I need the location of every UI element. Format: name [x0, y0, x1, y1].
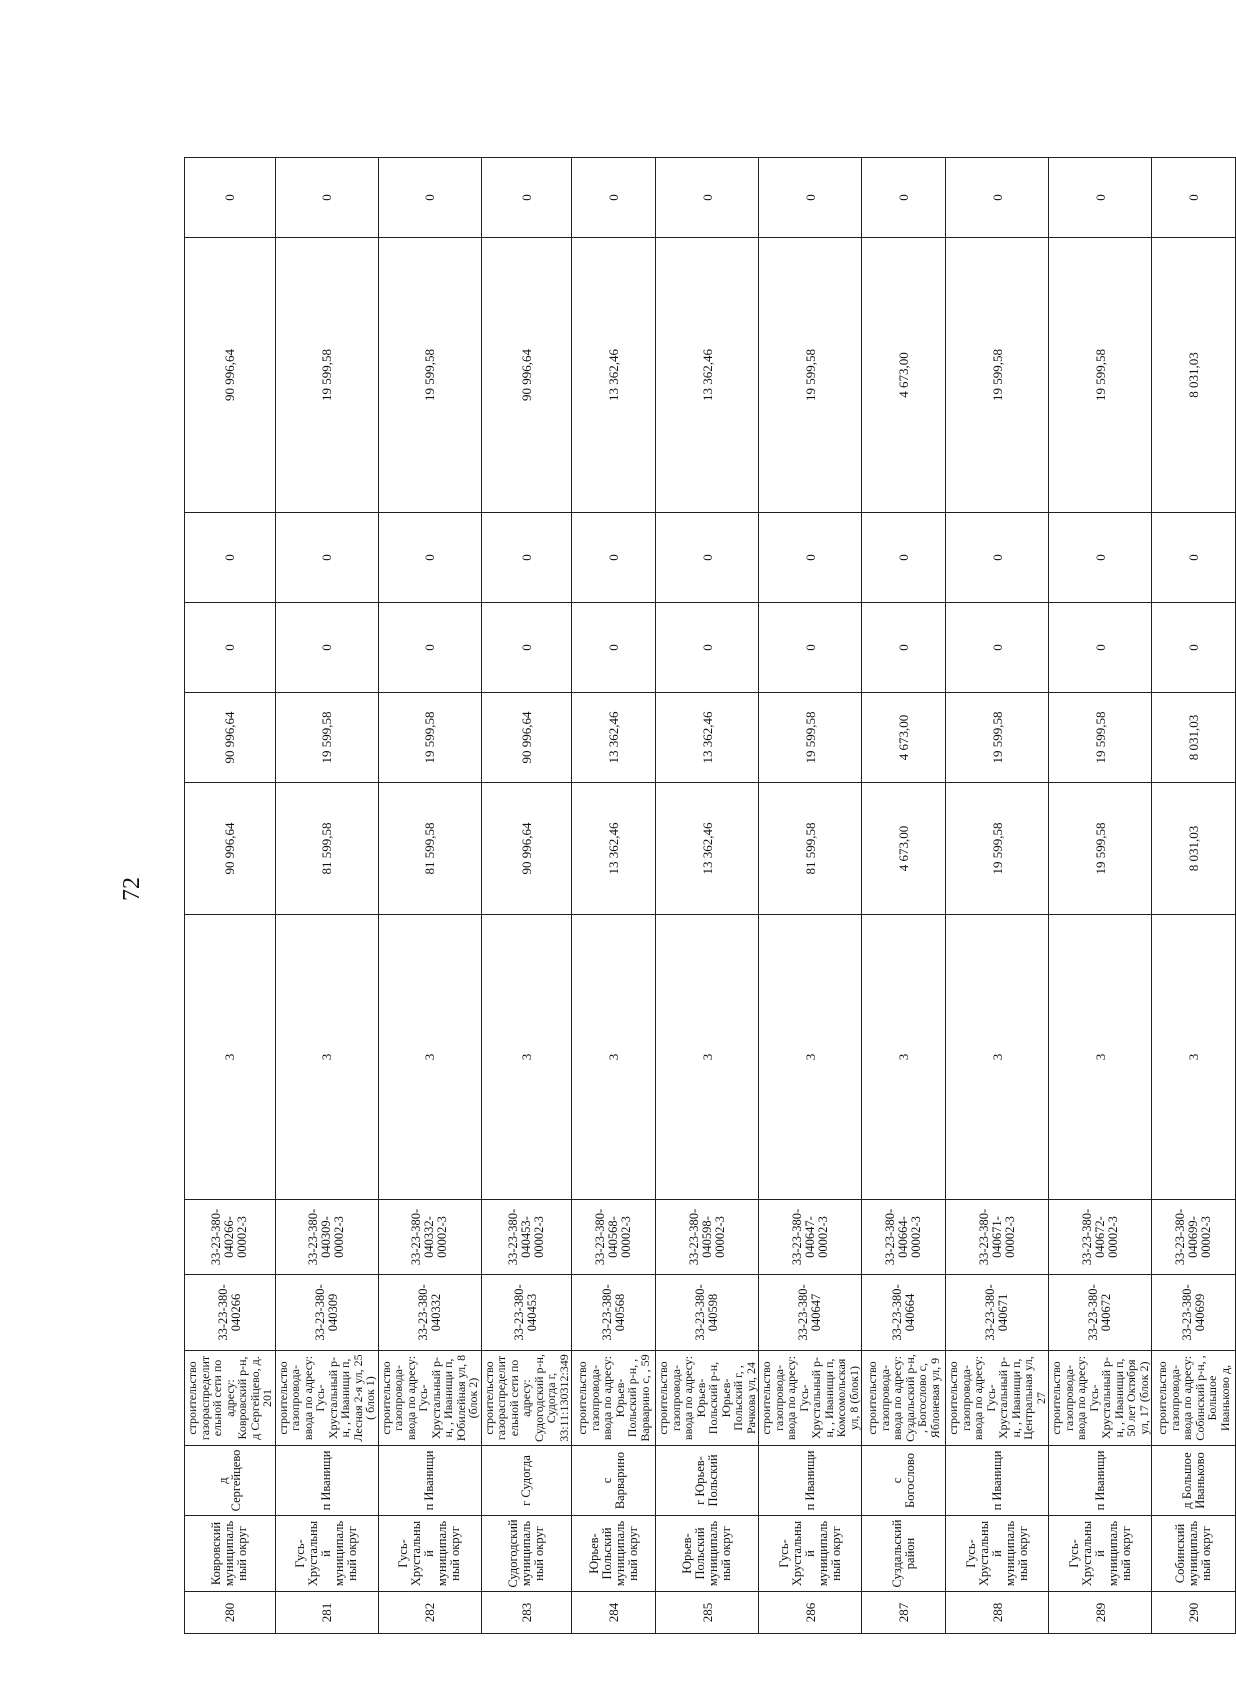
amount-2-cell: 4 673,00	[862, 693, 946, 783]
amount-6-cell: 0	[1152, 158, 1236, 238]
amount-3-cell: 0	[185, 603, 276, 693]
settlement-cell: д Большое Иваньково	[1152, 1446, 1236, 1516]
amount-2-cell: 19 599,58	[759, 693, 862, 783]
amount-1-cell: 19 599,58	[1049, 783, 1152, 915]
amount-1-cell: 90 996,64	[481, 783, 572, 915]
amount-4-cell: 0	[1152, 513, 1236, 603]
object-id-cell: 33-23-380-040598-00002-3	[656, 1200, 759, 1275]
district-cell: Юрьев-Польский муниципальный округ	[572, 1516, 656, 1592]
amount-5-cell: 19 599,58	[378, 238, 481, 513]
amount-4-cell: 0	[759, 513, 862, 603]
row-number-cell: 290	[1152, 1592, 1236, 1634]
object-description-cell: строительство газопровода-ввода по адресу: Юрьев-Польский р-н, , Варварино с, , 59	[572, 1351, 656, 1446]
amount-3-cell: 0	[1152, 603, 1236, 693]
object-description-cell: строительство газопровода-ввода по адресу: Собинский р-н, , Большое Иваньково д,	[1152, 1351, 1236, 1446]
category-cell: 3	[759, 915, 862, 1200]
table-row	[1049, 158, 1152, 1634]
row-number-cell: 282	[378, 1592, 481, 1634]
amount-4-cell: 0	[275, 513, 378, 603]
object-id-cell: 33-23-380-040699-00002-3	[1152, 1200, 1236, 1275]
amount-1-cell: 13 362,46	[572, 783, 656, 915]
row-number-cell: 283	[481, 1592, 572, 1634]
amount-5-cell: 4 673,00	[862, 238, 946, 513]
object-description-cell: строительство газопровода-ввода по адресу: Юрьев-Польский р-н, Юрьев-Польский г, , Рачкова ул, 24	[656, 1351, 759, 1446]
amount-2-cell: 19 599,58	[378, 693, 481, 783]
object-id-cell: 33-23-380-040453-00002-3	[481, 1200, 572, 1275]
amount-2-cell: 13 362,46	[656, 693, 759, 783]
settlement-cell: п Иванищи	[946, 1446, 1049, 1516]
district-cell: Гусь-Хрустальный муниципальный округ	[275, 1516, 378, 1592]
amount-5-cell: 13 362,46	[572, 238, 656, 513]
cadastral-code-cell: 33-23-380-040671	[946, 1275, 1049, 1351]
amount-1-cell: 81 599,58	[759, 783, 862, 915]
amount-5-cell: 90 996,64	[185, 238, 276, 513]
category-cell: 3	[656, 915, 759, 1200]
amount-3-cell: 0	[946, 603, 1049, 693]
amount-2-cell: 19 599,58	[946, 693, 1049, 783]
row-number-cell: 285	[656, 1592, 759, 1634]
cadastral-code-cell: 33-23-380-040332	[378, 1275, 481, 1351]
row-number-cell: 287	[862, 1592, 946, 1634]
cadastral-code-cell: 33-23-380-040647	[759, 1275, 862, 1351]
category-cell: 3	[481, 915, 572, 1200]
amount-6-cell: 0	[378, 158, 481, 238]
amount-1-cell: 19 599,58	[946, 783, 1049, 915]
amount-3-cell: 0	[759, 603, 862, 693]
table-row	[946, 158, 1049, 1634]
amount-6-cell: 0	[481, 158, 572, 238]
amount-4-cell: 0	[1049, 513, 1152, 603]
amount-1-cell: 81 599,58	[378, 783, 481, 915]
object-id-cell: 33-23-380-040671-00002-3	[946, 1200, 1049, 1275]
object-id-cell: 33-23-380-040332-00002-3	[378, 1200, 481, 1275]
district-cell: Гусь-Хрустальный муниципальный округ	[946, 1516, 1049, 1592]
amount-6-cell: 0	[185, 158, 276, 238]
amount-5-cell: 13 362,46	[656, 238, 759, 513]
amount-3-cell: 0	[481, 603, 572, 693]
cadastral-code-cell: 33-23-380-040453	[481, 1275, 572, 1351]
amount-3-cell: 0	[378, 603, 481, 693]
amount-1-cell: 8 031,03	[1152, 783, 1236, 915]
row-number-cell: 281	[275, 1592, 378, 1634]
page-number: 72	[119, 877, 145, 901]
amount-2-cell: 90 996,64	[481, 693, 572, 783]
row-number-cell: 286	[759, 1592, 862, 1634]
amount-5-cell: 19 599,58	[946, 238, 1049, 513]
amount-3-cell: 0	[656, 603, 759, 693]
district-cell: Юрьев-Польский муниципальный округ	[656, 1516, 759, 1592]
object-description-cell: строительство газопровода-ввода по адресу: Суздальский р-н, , Богослово с, Яблоневая ул, 9	[862, 1351, 946, 1446]
row-number-cell: 284	[572, 1592, 656, 1634]
cadastral-code-cell: 33-23-380-040309	[275, 1275, 378, 1351]
amount-5-cell: 19 599,58	[759, 238, 862, 513]
amount-4-cell: 0	[185, 513, 276, 603]
category-cell: 3	[378, 915, 481, 1200]
table-row	[185, 158, 276, 1634]
settlement-cell: п Иванищи	[275, 1446, 378, 1516]
amount-5-cell: 19 599,58	[275, 238, 378, 513]
amount-6-cell: 0	[759, 158, 862, 238]
object-description-cell: строительство газопровода-ввода по адресу: Гусь-Хрустальный р-н, , Иванищи п, Центральная ул, 27	[946, 1351, 1049, 1446]
district-cell: Гусь-Хрустальный муниципальный округ	[1049, 1516, 1152, 1592]
row-number-cell: 289	[1049, 1592, 1152, 1634]
object-description-cell: строительство газораспределительной сети по адресу: Ковровский р-н, д Сергейцево, д. 201	[185, 1351, 276, 1446]
settlement-cell: с Варварино	[572, 1446, 656, 1516]
object-description-cell: строительство газораспределительной сети по адресу: Судогодский р-н, Судогда г, 33:11:130312:349	[481, 1351, 572, 1446]
amount-4-cell: 0	[481, 513, 572, 603]
settlement-cell: п Иванищи	[378, 1446, 481, 1516]
district-cell: Собинский муниципальный округ	[1152, 1516, 1236, 1592]
cadastral-code-cell: 33-23-380-040664	[862, 1275, 946, 1351]
amount-2-cell: 90 996,64	[185, 693, 276, 783]
category-cell: 3	[275, 915, 378, 1200]
amount-2-cell: 13 362,46	[572, 693, 656, 783]
object-id-cell: 33-23-380-040568-00002-3	[572, 1200, 656, 1275]
row-number-cell: 280	[185, 1592, 276, 1634]
amount-6-cell: 0	[572, 158, 656, 238]
cadastral-code-cell: 33-23-380-040672	[1049, 1275, 1152, 1351]
settlement-cell: п Иванищи	[1049, 1446, 1152, 1516]
table-row	[656, 158, 759, 1634]
registry-table	[184, 157, 1236, 1634]
object-description-cell: строительство газопровода-ввода по адресу: Гусь-Хрустальный р-н, , Иванищи п, Комсомольская ул, 8 (блок1)	[759, 1351, 862, 1446]
settlement-cell: с Богослово	[862, 1446, 946, 1516]
district-cell: Гусь-Хрустальный муниципальный округ	[759, 1516, 862, 1592]
table-row	[275, 158, 378, 1634]
amount-5-cell: 19 599,58	[1049, 238, 1152, 513]
district-cell: Ковровский муниципальный округ	[185, 1516, 276, 1592]
amount-3-cell: 0	[862, 603, 946, 693]
district-cell: Гусь-Хрустальный муниципальный округ	[378, 1516, 481, 1592]
settlement-cell: г Юрьев-Польский	[656, 1446, 759, 1516]
table-row	[572, 158, 656, 1634]
table-row	[378, 158, 481, 1634]
settlement-cell: д Сергейцево	[185, 1446, 276, 1516]
amount-6-cell: 0	[275, 158, 378, 238]
amount-4-cell: 0	[946, 513, 1049, 603]
amount-3-cell: 0	[1049, 603, 1152, 693]
amount-5-cell: 8 031,03	[1152, 238, 1236, 513]
cadastral-code-cell: 33-23-380-040598	[656, 1275, 759, 1351]
amount-4-cell: 0	[656, 513, 759, 603]
amount-2-cell: 19 599,58	[1049, 693, 1152, 783]
category-cell: 3	[185, 915, 276, 1200]
amount-5-cell: 90 996,64	[481, 238, 572, 513]
amount-6-cell: 0	[862, 158, 946, 238]
amount-3-cell: 0	[275, 603, 378, 693]
amount-2-cell: 8 031,03	[1152, 693, 1236, 783]
amount-6-cell: 0	[946, 158, 1049, 238]
object-id-cell: 33-23-380-040309-00002-3	[275, 1200, 378, 1275]
amount-4-cell: 0	[862, 513, 946, 603]
category-cell: 3	[946, 915, 1049, 1200]
object-id-cell: 33-23-380-040664-00002-3	[862, 1200, 946, 1275]
table-row	[481, 158, 572, 1634]
amount-1-cell: 81 599,58	[275, 783, 378, 915]
category-cell: 3	[1152, 915, 1236, 1200]
category-cell: 3	[862, 915, 946, 1200]
amount-2-cell: 19 599,58	[275, 693, 378, 783]
amount-3-cell: 0	[572, 603, 656, 693]
amount-6-cell: 0	[1049, 158, 1152, 238]
district-cell: Судогодский муниципальный округ	[481, 1516, 572, 1592]
amount-1-cell: 13 362,46	[656, 783, 759, 915]
amount-4-cell: 0	[378, 513, 481, 603]
table-row	[1152, 158, 1236, 1634]
amount-1-cell: 4 673,00	[862, 783, 946, 915]
amount-1-cell: 90 996,64	[185, 783, 276, 915]
object-description-cell: строительство газопровода-ввода по адресу: Гусь-Хрустальный р-н, , Иванищи п, Лесная 2-я ул, 25 ( блок 1)	[275, 1351, 378, 1446]
cadastral-code-cell: 33-23-380-040568	[572, 1275, 656, 1351]
table-row	[759, 158, 862, 1634]
object-id-cell: 33-23-380-040647-00002-3	[759, 1200, 862, 1275]
table-body	[185, 158, 1236, 1634]
category-cell: 3	[1049, 915, 1152, 1200]
district-cell: Суздальский район	[862, 1516, 946, 1592]
object-id-cell: 33-23-380-040672-00002-3	[1049, 1200, 1152, 1275]
object-id-cell: 33-23-380-040266-00002-3	[185, 1200, 276, 1275]
rotated-table-wrapper	[184, 158, 1232, 1634]
settlement-cell: п Иванищи	[759, 1446, 862, 1516]
cadastral-code-cell: 33-23-380-040266	[185, 1275, 276, 1351]
amount-6-cell: 0	[656, 158, 759, 238]
table-row	[862, 158, 946, 1634]
settlement-cell: г Судогда	[481, 1446, 572, 1516]
object-description-cell: строительство газопровода-ввода по адресу: Гусь-Хрустальный р-н, , Иванищи п, Юбилейная ул, 8 (блок 2)	[378, 1351, 481, 1446]
cadastral-code-cell: 33-23-380-040699	[1152, 1275, 1236, 1351]
amount-4-cell: 0	[572, 513, 656, 603]
row-number-cell: 288	[946, 1592, 1049, 1634]
category-cell: 3	[572, 915, 656, 1200]
object-description-cell: строительство газопровода-ввода по адресу: Гусь-Хрустальный р-н, , Иванищи п, 50 лет Октября ул, 17 (блок 2)	[1049, 1351, 1152, 1446]
